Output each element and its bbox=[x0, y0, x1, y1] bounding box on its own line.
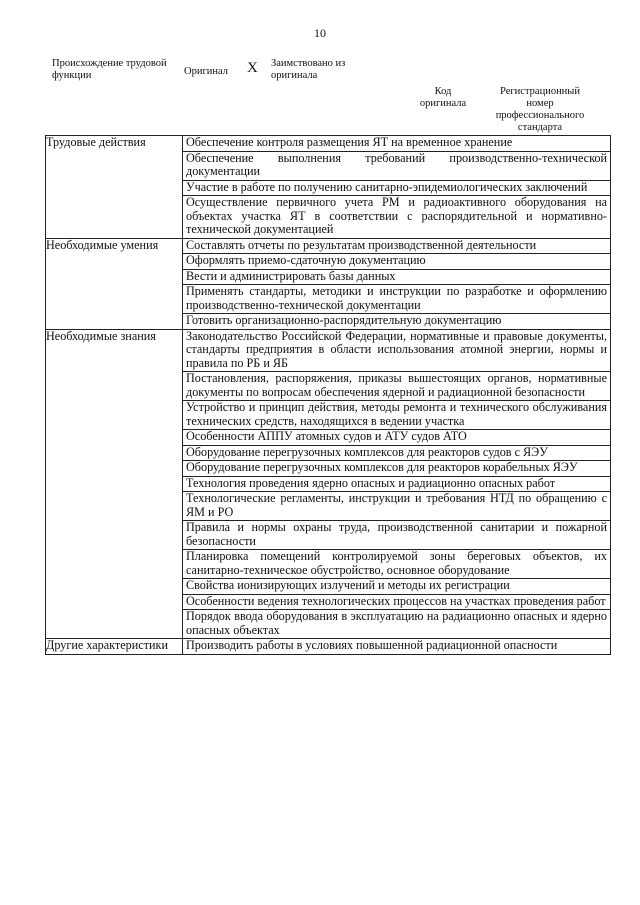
section-item: Устройство и принцип действия, методы ремонта и технического обслуживания технических средств, находящихся в ведении участка bbox=[183, 401, 610, 430]
function-table bbox=[45, 135, 608, 762]
borrowed-label: Заимствовано из оригинала bbox=[271, 58, 346, 81]
section-row bbox=[46, 238, 611, 329]
section-item: Планировка помещений контролируемой зоны береговых объектов, их санитарно-техническое обустройство, основное оборудование bbox=[183, 550, 610, 579]
section-items bbox=[183, 136, 611, 239]
section-item: Порядок ввода оборудования в эксплуатацию на радиационно опасных и ядерно опасных объектах bbox=[186, 609, 607, 637]
section-item: Осуществление первичного учета РМ и радиоактивного оборудования на объектах участка ЯТ в соответствии с распорядительной и нормативно-технической документацией bbox=[186, 195, 607, 236]
code-label: Код оригинала bbox=[419, 86, 467, 109]
section-item: Участие в работе по получению санитарно-эпидемиологических заключений bbox=[183, 181, 610, 197]
section-label: Трудовые действия bbox=[46, 136, 183, 239]
section-item: Технологические регламенты, инструкции и требования НТД по обращению с ЯМ и РО bbox=[183, 492, 610, 521]
section-item: Особенности ведения технологических процессов на участках проведения работ bbox=[183, 595, 610, 611]
section-item: Оформлять приемо-сдаточную документацию bbox=[183, 254, 610, 270]
section-item: Технология проведения ядерно опасных и радиационно опасных работ bbox=[183, 477, 610, 493]
section-label: Необходимые умения bbox=[46, 238, 183, 329]
section-label: Необходимые знания bbox=[46, 329, 183, 639]
section-item: Оборудование перегрузочных комплексов для реакторов судов с ЯЭУ bbox=[183, 446, 610, 462]
section-item: Особенности АППУ атомных судов и АТУ судов АТО bbox=[183, 430, 610, 446]
section-item: Вести и администрировать базы данных bbox=[183, 270, 610, 286]
section-item: Оборудование перегрузочных комплексов для реакторов корабельных ЯЭУ bbox=[183, 461, 610, 477]
section-item: Готовить организационно-распорядительную документацию bbox=[186, 313, 502, 327]
reg-number-label: Регистрационный номер профессионального стандарта bbox=[495, 86, 585, 133]
section-item: Составлять отчеты по результатам производственной деятельности bbox=[183, 239, 610, 255]
section-items bbox=[183, 329, 611, 639]
section-item: Производить работы в условиях повышенной радиационной опасности bbox=[186, 638, 558, 652]
section-item: Применять стандарты, методики и инструкции по разработке и оформлению производственно-технической документации bbox=[183, 285, 610, 314]
section-row bbox=[46, 329, 611, 639]
section-item: Законодательство Российской Федерации, нормативные и правовые документы, стандарты предприятия в области использования атомной энергии, нормы и правила по РБ и ЯБ bbox=[183, 330, 610, 373]
section-item: Постановления, распоряжения, приказы вышестоящих органов, нормативные документы по вопросам обеспечения ядерной и радиационной безопасности bbox=[183, 372, 610, 401]
page-number: 10 bbox=[314, 26, 326, 40]
section-items bbox=[183, 639, 611, 655]
section-item: Свойства ионизирующих излучений и методы их регистрации bbox=[183, 579, 610, 595]
section-row bbox=[46, 136, 611, 239]
origin-label: Происхождение трудовой функции bbox=[52, 58, 167, 81]
original-label: Оригинал bbox=[184, 66, 228, 77]
section-items bbox=[183, 238, 611, 329]
original-mark: X bbox=[247, 60, 258, 76]
section-item: Обеспечение контроля размещения ЯТ на временное хранение bbox=[183, 136, 610, 152]
section-item: Правила и нормы охраны труда, производственной санитарии и пожарной безопасности bbox=[183, 521, 610, 550]
section-row bbox=[46, 639, 611, 655]
section-item: Обеспечение выполнения требований производственно-технической документации bbox=[183, 152, 610, 181]
section-label: Другие характеристики bbox=[46, 639, 183, 655]
